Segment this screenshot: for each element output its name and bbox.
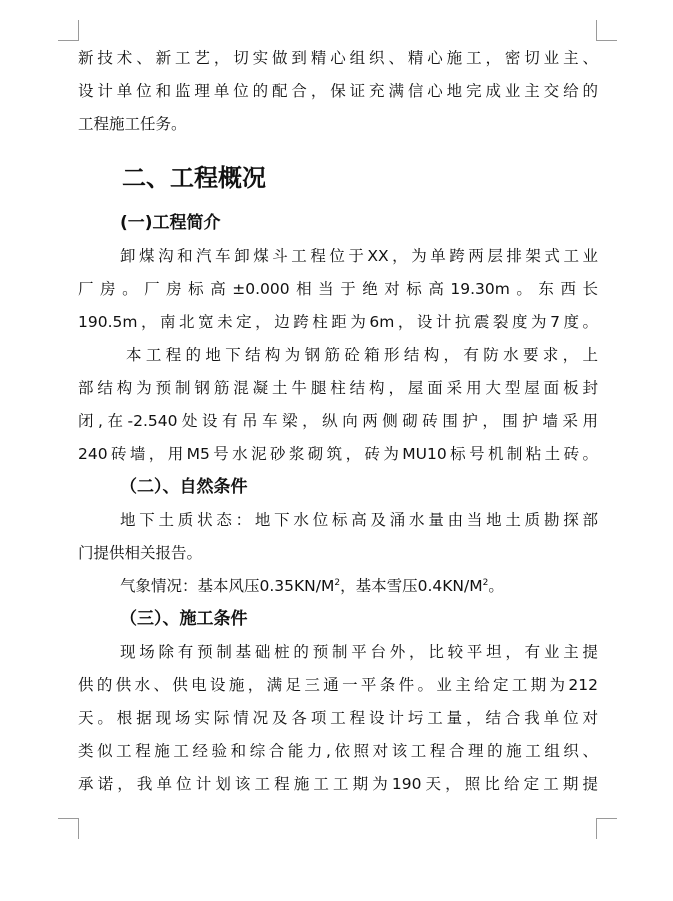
intro-paragraph [78, 42, 598, 141]
document-body [78, 42, 598, 801]
weather-suffix: 。 [488, 577, 504, 595]
weather-prefix: 气象情况：基本风压0.35KN/M [120, 577, 335, 595]
text-line: 现场除有预制基础桩的预制平台外，比较平坦，有业主提 [120, 643, 598, 661]
natural-conditions-paragraph [78, 504, 598, 570]
overview-paragraph-2 [78, 339, 598, 471]
weather-line [78, 570, 598, 603]
text-line: 供的供水、供电设施，满足三通一平条件。业主给定工期为212 [78, 676, 598, 694]
weather-middle: ，基本雪压0.4KN/M [340, 577, 483, 595]
text-line: 240砖墙，用M5号水泥砂浆砌筑，砖为MU10标号机制粘土砖。 [78, 445, 598, 463]
text-line: 门提供相关报告。 [78, 544, 203, 562]
text-line: 天。根据现场实际情况及各项工程设计圬工量，结合我单位对 [78, 709, 598, 727]
text-line: 地下土质状态：地下水位标高及涌水量由当地土质勘探部 [120, 511, 598, 529]
text-line: 类似工程施工经验和综合能力,依照对该工程合理的施工组织、 [78, 742, 598, 760]
crop-mark-bottom-right [596, 818, 617, 839]
crop-mark-top-right [596, 20, 617, 41]
crop-mark-bottom-left [58, 818, 79, 839]
text-line: 闭,在-2.540处设有吊车梁，纵向两侧砌砖围护，围护墙采用 [78, 412, 598, 430]
text-line: 本工程的地下结构为钢筋砼箱形结构，有防水要求，上 [126, 346, 598, 364]
crop-mark-top-left [58, 20, 79, 41]
text-line: 新技术、新工艺，切实做到精心组织、精心施工，密切业主、 [78, 49, 598, 67]
superscript: 2 [334, 577, 341, 588]
text-line: 部结构为预制钢筋混凝土牛腿柱结构，屋面采用大型屋面板封 [78, 379, 598, 397]
text-line: 厂房。厂房标高±0.000相当于绝对标高19.30m。东西长 [78, 280, 598, 298]
subsection-title-construction-conditions: （三）、施工条件 [120, 609, 248, 629]
text-line: 设计单位和监理单位的配合，保证充满信心地完成业主交给的 [78, 82, 598, 100]
construction-conditions-paragraph [78, 636, 598, 801]
text-line: 190.5m，南北宽未定，边跨柱距为6m，设计抗震裂度为7度。 [78, 313, 598, 331]
subsection-title-natural-conditions: （二）、自然条件 [120, 477, 248, 497]
subsection-title-overview: (一)工程简介 [120, 213, 221, 233]
text-line: 工程施工任务。 [78, 115, 187, 133]
overview-paragraph-1 [78, 240, 598, 339]
superscript: 2 [482, 577, 489, 588]
section-title: 二、工程概况 [122, 164, 266, 192]
text-line: 承诺，我单位计划该工程施工工期为190天，照比给定工期提 [78, 775, 598, 793]
text-line: 卸煤沟和汽车卸煤斗工程位于XX，为单跨两层排架式工业 [120, 247, 598, 265]
